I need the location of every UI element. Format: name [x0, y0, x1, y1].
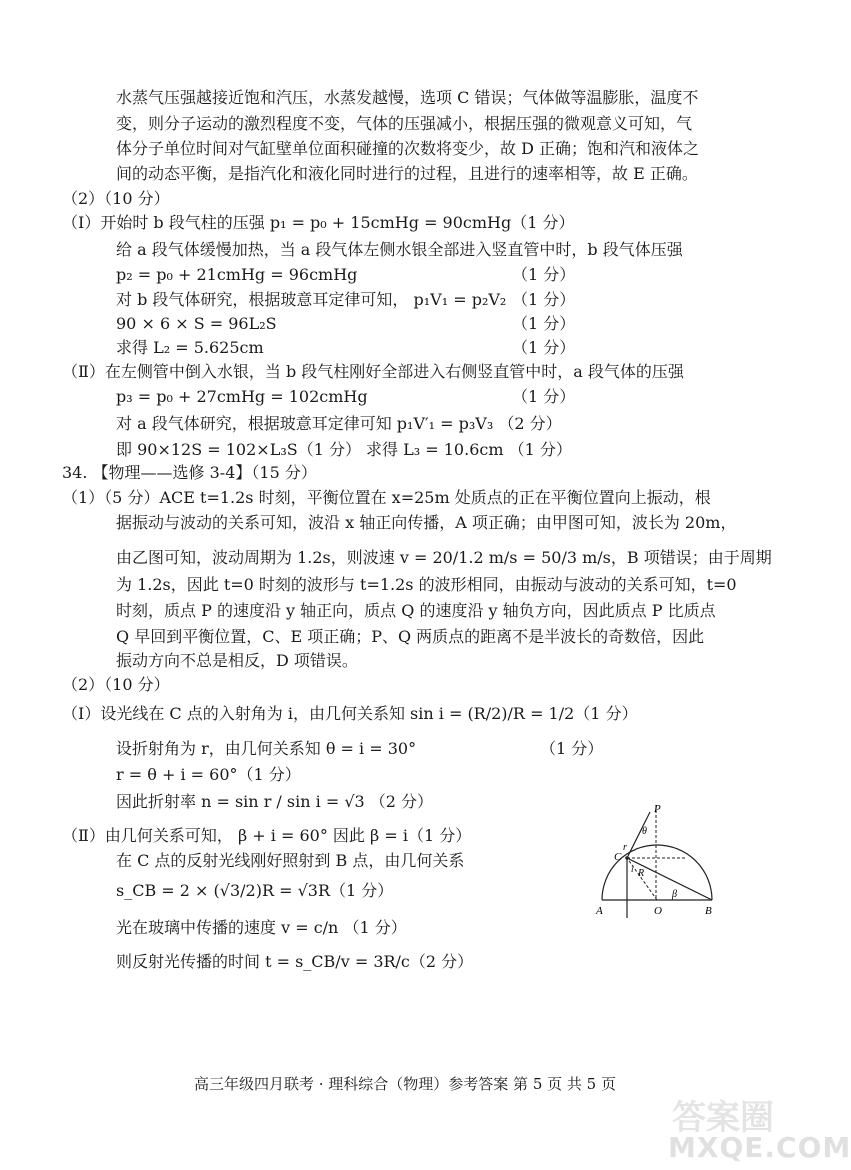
text-line: 体分子单位时间对气缸壁单位面积碰撞的次数将变少，故 D 正确；饱和汽和液体之 [116, 139, 700, 158]
page-footer: 高三年级四月联考 · 理科综合（物理）参考答案 第 5 页 共 5 页 [193, 1075, 616, 1093]
text-line: 振动方向不总是相反，D 项错误。 [116, 651, 358, 670]
text-line: （1 分） [540, 739, 604, 758]
label-b: B [705, 905, 712, 917]
label-beta: β [672, 889, 677, 900]
text-line: 由乙图可知，波动周期为 1.2s，则波速 v = 20/1.2 m/s = 50/3 m/s，B 项错误；由于周期 [116, 548, 772, 567]
text-line: 间的动态平衡，是指汽化和液化同时进行的过程，且进行的速率相等，故 E 正确。 [116, 164, 698, 183]
text-line: 据振动与波动的关系可知，波沿 x 轴正向传播，A 项正确；由甲图可知，波长为 20m， [116, 513, 737, 532]
text-line: 求得 L₂ = 5.625cm [116, 338, 264, 357]
text-line: （Ⅰ）开始时 b 段气柱的压强 p₁ = p₀ + 15cmHg = 90cmHg（1 分） [62, 213, 575, 232]
text-line: （Ⅰ）设光线在 C 点的入射角为 i，由几何关系知 sin i = (R/2)/R = 1/2（1 分） [62, 704, 638, 723]
text-line: （1 分） [512, 265, 576, 284]
text-line: （1 分） [512, 290, 576, 309]
text-line: 因此折射率 n = sin r / sin i = √3 （2 分） [116, 792, 434, 811]
text-line: 为 1.2s，因此 t=0 时刻的波形与 t=1.2s 的波形相同，由振动与波动的关系可知，t=0 [116, 575, 737, 594]
text-line: （2）（10 分） [62, 189, 170, 208]
text-line: 光在玻璃中传播的速度 v = c/n （1 分） [116, 918, 407, 937]
text-line: 变，则分子运动的激烈程度不变，气体的压强减小，根据压强的微观意义可知，气 [116, 114, 693, 133]
text-line: 时刻，质点 P 的速度沿 y 轴正向，质点 Q 的速度沿 y 轴负方向，因此质点 P 比质点 [116, 601, 716, 620]
text-line: （1 分） [512, 387, 576, 406]
label-radius: R [638, 868, 645, 879]
text-line: 设折射角为 r，由几何关系知 θ = i = 30° [116, 739, 417, 758]
text-line: （1）（5 分）ACE t=1.2s 时刻，平衡位置在 x=25m 处质点的正在平衡位置向上振动，根 [62, 488, 711, 507]
label-i: i [631, 864, 634, 874]
text-line: （2）（10 分） [62, 675, 170, 694]
label-p: P [654, 803, 661, 815]
text-line: 在 C 点的反射光线刚好照射到 B 点，由几何关系 [116, 851, 465, 870]
text-line: （1 分） [512, 338, 576, 357]
text-line: Q 早回到平衡位置，C、E 项正确；P、Q 两质点的距离不是半波长的奇数倍，因此 [116, 627, 705, 646]
watermark-url: MXQE.COM [668, 1131, 851, 1164]
text-line: 即 90×12S = 102×L₃S（1 分） 求得 L₃ = 10.6cm （1 分） [116, 440, 572, 459]
text-line: p₂ = p₀ + 21cmHg = 96cmHg [116, 265, 358, 284]
point-c [625, 856, 629, 860]
label-a: A [596, 905, 603, 917]
text-line: 对 a 段气体研究，根据玻意耳定律可知 p₁V′₁ = p₃V₃ （2 分） [116, 414, 562, 433]
text-line: 34. 【物理——选修 3-4】（15 分） [62, 463, 317, 482]
label-r: r [623, 842, 627, 853]
text-line: 对 b 段气体研究，根据玻意耳定律可知， p₁V₁ = p₂V₂ [116, 290, 507, 309]
text-line: 给 a 段气体缓慢加热，当 a 段气体左侧水银全部进入竖直管中时，b 段气体压强 [116, 240, 683, 259]
text-line: （Ⅱ）在左侧管中倒入水银，当 b 段气柱刚好全部进入右侧竖直管中时，a 段气体的压强 [62, 362, 684, 381]
text-line: s_CB = 2 × (√3/2)R = √3R（1 分） [116, 881, 394, 900]
label-c: C [614, 851, 622, 863]
text-line: （Ⅱ）由几何关系可知， β + i = 60° 因此 β = i（1 分） [62, 826, 472, 845]
watermark-cn: 答案圈 [672, 1098, 774, 1138]
text-line: 则反射光传播的时间 t = s_CB/v = 3R/c（2 分） [116, 952, 474, 971]
site-watermark [662, 1086, 851, 1166]
text-line: p₃ = p₀ + 27cmHg = 102cmHg [116, 387, 368, 406]
text-line: 水蒸气压强越接近饱和汽压，水蒸发越慢，选项 C 错误；气体做等温膨胀，温度不 [116, 88, 699, 107]
label-theta: θ [642, 826, 647, 837]
optics-diagram [590, 800, 720, 925]
text-line: （1 分） [512, 314, 576, 333]
text-line: 90 × 6 × S = 96L₂S [116, 314, 277, 333]
label-o: O [654, 905, 662, 917]
text-line: r = θ + i = 60°（1 分） [116, 765, 301, 784]
